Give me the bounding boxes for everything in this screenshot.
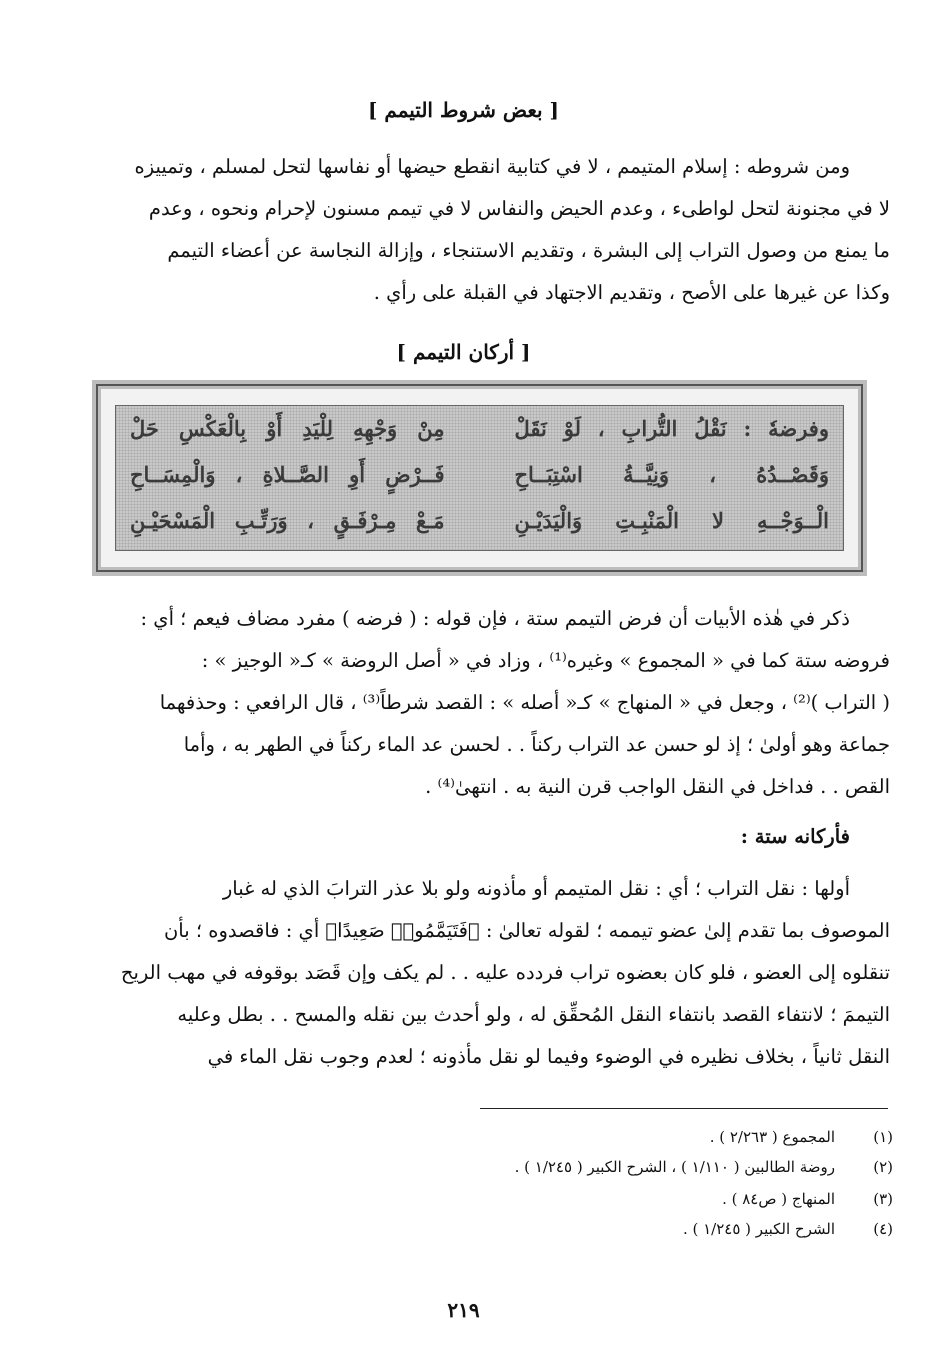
- text-line: جماعة وهو أولىٰ ؛ إذ لو حسن عد التراب ركناً . . لحسن عد الماء ركناً في الطهر به ، وأما: [183, 733, 890, 756]
- footnote: [133, 1190, 893, 1216]
- text-line: الموصوف بما تقدم إلىٰ عضو تيممه ؛ لقوله تعالىٰ : ﴿فَتَيَمَّمُوا۟ صَعِيدًا﴾ أي : فاقصدوه ؛ بأن: [163, 919, 890, 942]
- commentary-paragraph: [68, 598, 890, 808]
- poem-verse: [130, 416, 829, 460]
- verse-first-hemistich: وَقَصْــدُهُ ، وَنِيَّــةُ اسْتِبَــاحِ: [514, 462, 829, 487]
- first-pillar-paragraph: [68, 868, 890, 1078]
- text-line: أولها : نقل التراب ؛ أي : نقل المتيمم أو مأذونه ولو بلا عذر الترابَ الذي له غبار: [222, 877, 850, 900]
- pillars-subheading: [68, 816, 890, 858]
- text-line: تنقلوه إلى العضو ، فلو كان بعضوه تراب فردده عليه . . لم يكف وإن قَصَد بوقوفه في مهب الريح: [120, 961, 890, 984]
- text-line: فروضه ستة كما في « المجموع » وغيره⁽¹⁾ ، وزاد في « أصل الروضة » كـ« الوجيز » :: [201, 649, 890, 672]
- footnote-divider: [480, 1108, 888, 1109]
- section-heading-pillars: [ أركان التيمم ]: [396, 340, 531, 364]
- footnote: [133, 1128, 893, 1154]
- text-line: ذكر في هٰذه الأبيات أن فرض التيمم ستة ، فإن قوله : ( فرضه ) مفرد مضاف فيعم ؛ أي :: [140, 607, 850, 630]
- footnote: [133, 1220, 893, 1246]
- footnote-number: (٤): [873, 1220, 893, 1238]
- text-line: التيممَ ؛ لانتفاء القصد بانتفاء النقل المُحقِّق له ، ولو أحدث بين نقله والمسح . . بطل وعليه: [177, 1003, 890, 1026]
- footnote: [133, 1158, 893, 1184]
- verse-first-hemistich: الْــوَجْــهِ لا الْمَنْبِـتِ وَالْيَدَيْـنِ: [514, 508, 829, 533]
- poem-box: [92, 380, 867, 576]
- verse-second-hemistich: مَـعْ مِـرْفَـقٍ ، وَرَتِّـبِ الْمَسْحَيْـنِ: [130, 508, 445, 533]
- footnote-number: (٣): [873, 1190, 893, 1208]
- poem-verse: [130, 462, 829, 506]
- verse-first-hemistich: وفرضهٗ : نَقْلُ التُّرابِ ، لَوْ نَقَلْ: [514, 416, 829, 441]
- subheading-text: فأركانه ستة :: [740, 825, 850, 848]
- text-line: النقل ثانياً ، بخلاف نظيره في الوضوء وفيما لو نقل مأذونه ؛ لعدم وجوب نقل الماء في: [207, 1045, 890, 1068]
- conditions-paragraph: [68, 146, 890, 314]
- footnote-text: المنهاج ( ص٨٤ ) .: [722, 1190, 835, 1208]
- verse-second-hemistich: فَــرْضٍ أَوِ الصَّــلاةِ ، وَالْمِسَــاحِ: [130, 462, 445, 487]
- footnote-number: (١): [873, 1128, 893, 1146]
- poem-verse: [130, 508, 829, 552]
- section-heading-conditions: [ بعض شروط التيمم ]: [367, 98, 560, 122]
- text-line: ومن شروطه : إسلام المتيمم ، لا في كتابية انقطع حيضها أو نفاسها لتحل لمسلم ، وتمييزه: [134, 155, 850, 178]
- text-line: القص . . فداخل في النقل الواجب قرن النية به . انتهىٰ⁽⁴⁾ .: [425, 775, 890, 798]
- footnote-text: الشرح الكبير ( ١/٢٤٥ ) .: [682, 1220, 835, 1238]
- verse-second-hemistich: مِنْ وَجْهِهِ لِلْيَدِ أَوْ بِالْعَكْسِ حَلْ: [130, 416, 445, 441]
- text-line: ما يمنع من وصول التراب إلى البشرة ، وتقديم الاستنجاء ، وإزالة النجاسة عن أعضاء التيمم: [167, 239, 890, 262]
- footnote-number: (٢): [873, 1158, 893, 1176]
- page-number: ٢١٩: [447, 1298, 480, 1322]
- footnote-text: المجموع ( ٢/٢٦٣ ) .: [709, 1128, 835, 1146]
- text-line: ( التراب )⁽²⁾ ، وجعل في « المنهاج » كـ« أصله » : القصد شرطاً⁽³⁾ ، قال الرافعي : وحذفهما: [159, 691, 890, 714]
- footnote-text: روضة الطالبين ( ١/١١٠ ) ، الشرح الكبير ( ١/٢٤٥ ) .: [514, 1158, 835, 1176]
- poem-frame: [115, 405, 844, 551]
- text-line: وكذا عن غيرها على الأصح ، وتقديم الاجتهاد في القبلة على رأي .: [373, 281, 890, 304]
- text-line: لا في مجنونة لتحل لواطىء ، وعدم الحيض والنفاس لا في تيمم مسنون لإحرام ونحوه ، وعدم: [148, 197, 890, 220]
